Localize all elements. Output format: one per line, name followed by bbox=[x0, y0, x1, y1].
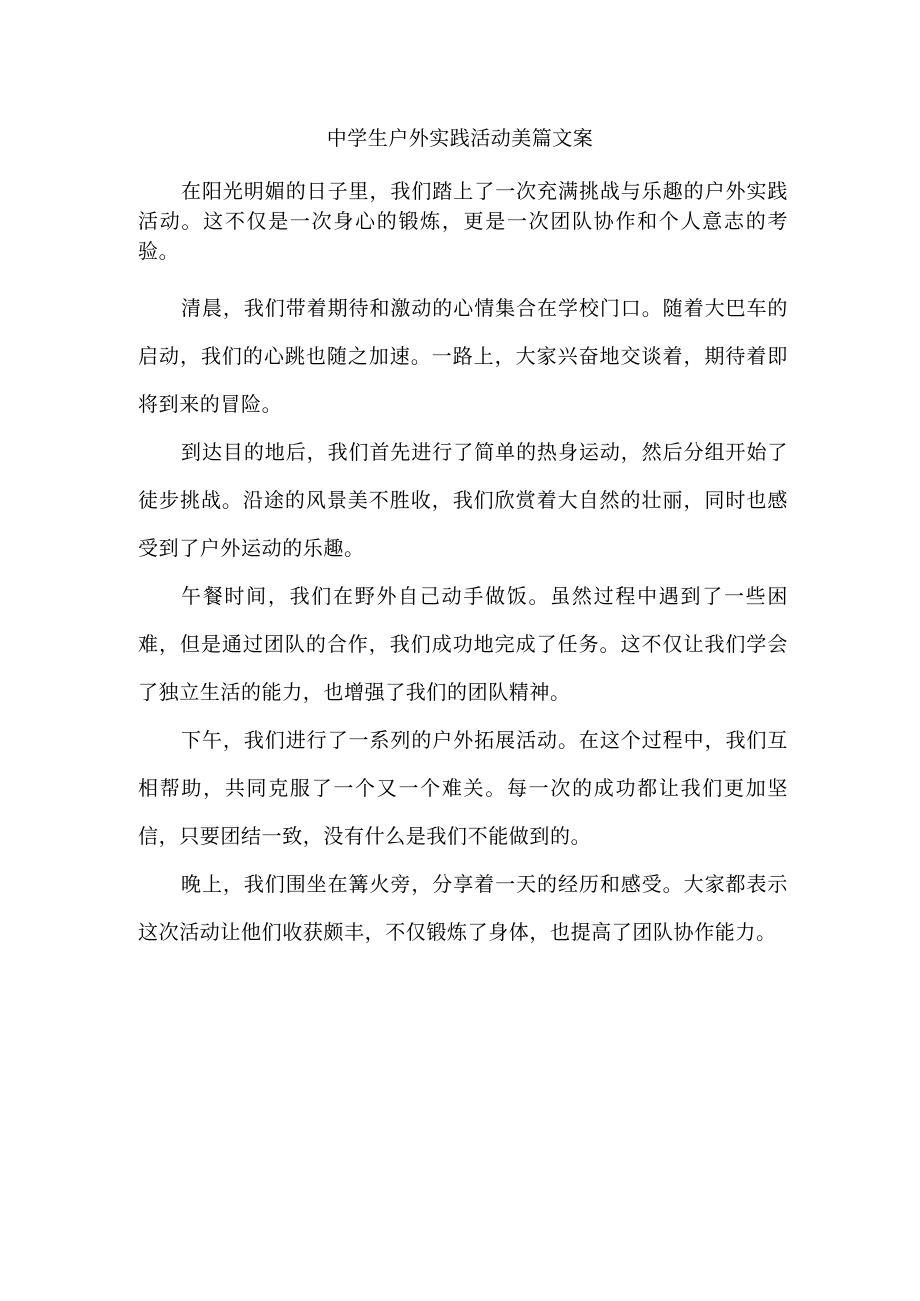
paragraph-lunch: 午餐时间，我们在野外自己动手做饭。虽然过程中遇到了一些困难，但是通过团队的合作，我们成功地完成了任务。这不仅让我们学会了独立生活的能力，也增强了我们的团队精神。 bbox=[138, 584, 788, 704]
paragraph-intro: 在阳光明媚的日子里，我们踏上了一次充满挑战与乐趣的户外实践活动。这不仅是一次身心的锻炼，更是一次团队协作和个人意志的考验。 bbox=[138, 179, 788, 263]
paragraph-arrival: 到达目的地后，我们首先进行了简单的热身运动，然后分组开始了徒步挑战。沿途的风景美不胜收，我们欣赏着大自然的壮丽，同时也感受到了户外运动的乐趣。 bbox=[138, 440, 788, 560]
paragraph-afternoon: 下午，我们进行了一系列的户外拓展活动。在这个过程中，我们互相帮助，共同克服了一个又一个难关。每一次的成功都让我们更加坚信，只要团结一致，没有什么是我们不能做到的。 bbox=[138, 728, 788, 848]
document-body bbox=[138, 176, 788, 956]
document-title: 中学生户外实践活动美篇文案 bbox=[326, 126, 594, 150]
paragraph-morning: 清晨，我们带着期待和激动的心情集合在学校门口。随着大巴车的启动，我们的心跳也随之加速。一路上，大家兴奋地交谈着，期待着即将到来的冒险。 bbox=[138, 296, 788, 416]
paragraph-evening: 晚上，我们围坐在篝火旁，分享着一天的经历和感受。大家都表示这次活动让他们收获颇丰，不仅锻炼了身体，也提高了团队协作能力。 bbox=[138, 872, 788, 944]
